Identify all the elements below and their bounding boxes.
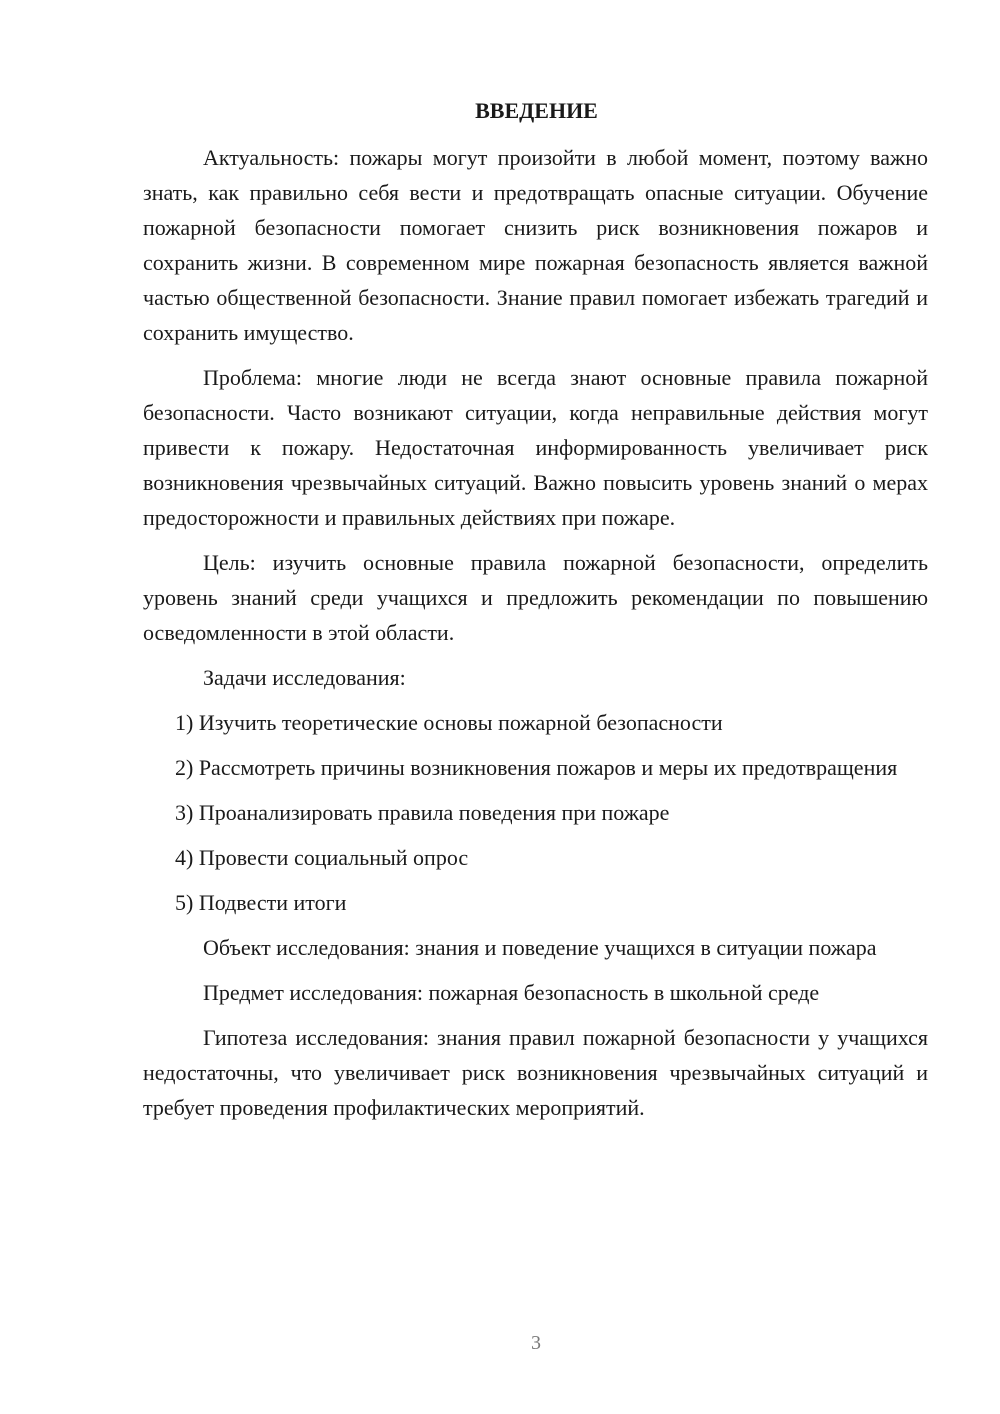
paragraph-problem: Проблема: многие люди не всегда знают основные правила пожарной безопасности. Часто возникают ситуации, когда неправильные действия могут привести к пожару. Недостаточная информированность увеличивает риск возникновения чрезвычайных ситуаций. Важно повысить уровень знаний о мерах предосторожности и правильных действиях при пожаре. (143, 365, 928, 530)
tasks-list (143, 705, 928, 920)
paragraph-hypothesis: Гипотеза исследования: знания правил пожарной безопасности у учащихся недостаточны, что увеличивает риск возникновения чрезвычайных ситуаций и требует проведения профилактических мероприятий. (143, 1025, 928, 1120)
paragraph-subject: Предмет исследования: пожарная безопасность в школьной среде (203, 980, 820, 1005)
page-number: 3 (531, 1332, 541, 1354)
tasks-heading: Задачи исследования: (203, 665, 406, 690)
page-title: ВВЕДЕНИЕ (475, 98, 598, 123)
paragraph-relevance: Актуальность: пожары могут произойти в любой момент, поэтому важно знать, как правильно себя вести и предотвращать опасные ситуации. Обучение пожарной безопасности помогает снизить риск возникновения пожаров и сохранить жизни. В современном мире пожарная безопасность является важной частью общественной безопасности. Знание правил помогает избежать трагедий и сохранить имущество. (143, 145, 928, 345)
document-body (143, 93, 928, 1135)
list-item: 1) Изучить теоретические основы пожарной безопасности (175, 710, 723, 735)
list-item: 3) Проанализировать правила поведения при пожаре (175, 800, 670, 825)
list-item: 2) Рассмотреть причины возникновения пожаров и меры их предотвращения (175, 755, 898, 780)
list-item: 5) Подвести итоги (175, 890, 347, 915)
list-item: 4) Провести социальный опрос (175, 845, 469, 870)
paragraph-object: Объект исследования: знания и поведение учащихся в ситуации пожара (203, 935, 877, 960)
paragraph-goal: Цель: изучить основные правила пожарной безопасности, определить уровень знаний среди учащихся и предложить рекомендации по повышению осведомленности в этой области. (143, 550, 928, 645)
